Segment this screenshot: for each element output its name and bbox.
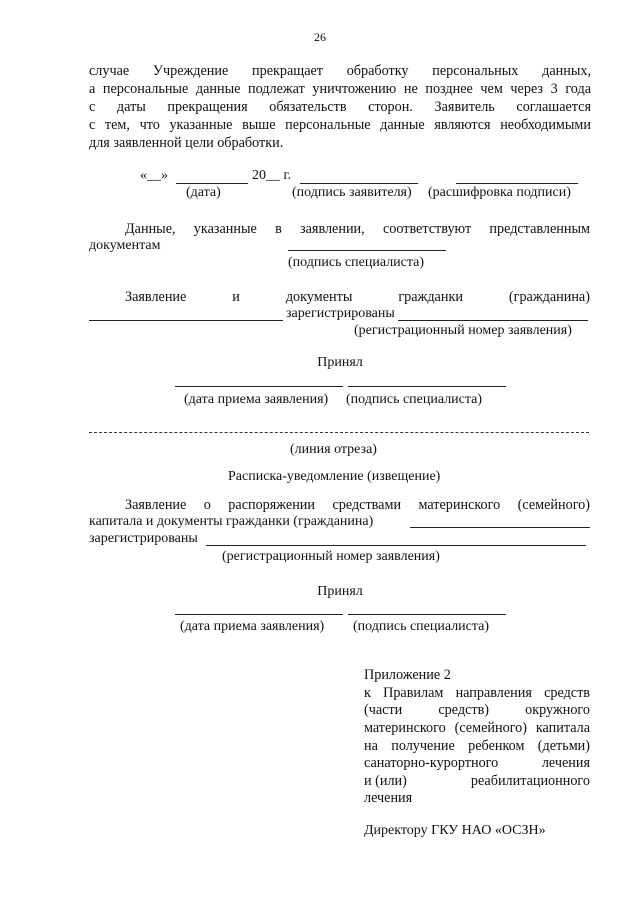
receipt-citizen-line [410, 527, 590, 528]
date-month-line [176, 183, 248, 184]
accept-date-line [175, 614, 343, 615]
receipt-line: зарегистрированы [89, 531, 198, 546]
appendix-title: Приложение 2 [364, 667, 451, 683]
consent-paragraph [89, 62, 591, 152]
receipt-reg-label: (регистрационный номер заявления) [222, 549, 440, 564]
citizen-name-line [89, 320, 283, 321]
registered-line [125, 289, 590, 306]
accept-date-line [175, 386, 343, 387]
consent-line: случае Учреждение прекращает обработку персональных данных, [89, 63, 591, 79]
decode-sign-line [456, 183, 578, 184]
appendix-line: лечения [364, 789, 413, 806]
accept-sign-line [348, 386, 506, 387]
appendix-word: лечения [541, 755, 590, 772]
receipt-title: Расписка-уведомление (извещение) [228, 469, 441, 484]
appendix-block [364, 667, 590, 807]
appendix-word: (части [364, 702, 403, 719]
appendix-line: на получение ребенком (детьми) [364, 738, 590, 755]
appendix-line [364, 755, 590, 772]
appendix-line [364, 773, 590, 790]
specialist-sign-label: (подпись специалиста) [288, 255, 425, 270]
accept-sign-label: (подпись специалиста) [353, 619, 490, 634]
appendix-word: санаторно-курортного [364, 755, 499, 772]
reg-number-label: (регистрационный номер заявления) [354, 323, 572, 338]
appendix-word: окружного [525, 702, 590, 719]
decode-sign-label: (расшифровка подписи) [428, 185, 571, 200]
appendix-word: средств) [438, 702, 490, 719]
date-quote: «__» [140, 168, 168, 183]
registered-word: (гражданина) [508, 289, 590, 305]
accepted-title: Принял [317, 584, 363, 599]
accepted-title: Принял [317, 355, 363, 370]
consent-line: а персональные данные подлежат уничтожению не позднее чем через 3 года [89, 81, 591, 97]
appendix-word: и (или) [364, 772, 407, 789]
appendix-word: реабилитационного [470, 772, 590, 789]
accept-sign-line [348, 614, 506, 615]
cut-line [89, 432, 589, 433]
registered-word: документы [285, 289, 353, 305]
registered-word: Заявление [125, 289, 187, 305]
appendix-line: материнского (семейного) капитала [364, 720, 590, 737]
date-label: (дата) [186, 185, 221, 200]
registered-label: зарегистрированы [286, 306, 395, 321]
accept-sign-label: (подпись специалиста) [346, 392, 483, 407]
applicant-sign-line [300, 183, 418, 184]
receipt-line: Заявление о распоряжении средствами материнского (семейного) [125, 497, 590, 513]
reg-number-line [398, 320, 588, 321]
specialist-sign-line [288, 250, 446, 251]
appendix-line: к Правилам направления средств [364, 685, 590, 702]
applicant-sign-label: (подпись заявителя) [292, 185, 412, 200]
consent-line: с тем, что указанные выше персональные данные являются необходимыми [89, 117, 591, 133]
verified-line: документам [89, 238, 161, 253]
accept-date-label: (дата приема заявления) [184, 392, 329, 407]
date-year: 20__ г. [252, 168, 292, 183]
receipt-line: капитала и документы гражданки (гражданина) [89, 514, 374, 529]
registered-word: и [232, 289, 240, 305]
registered-word: гражданки [398, 289, 463, 305]
addressee: Директору ГКУ НАО «ОСЗН» [364, 823, 546, 838]
receipt-reg-line [206, 545, 586, 546]
accept-date-label: (дата приема заявления) [180, 619, 325, 634]
appendix-line [364, 702, 590, 719]
verified-line: Данные, указанные в заявлении, соответствуют представленным [125, 221, 590, 237]
consent-line: для заявленной цели обработки. [89, 135, 284, 151]
cut-line-label: (линия отреза) [290, 442, 377, 457]
consent-line: с даты прекращения обязательств сторон. Заявитель соглашается [89, 99, 591, 115]
page-number: 26 [314, 30, 326, 44]
